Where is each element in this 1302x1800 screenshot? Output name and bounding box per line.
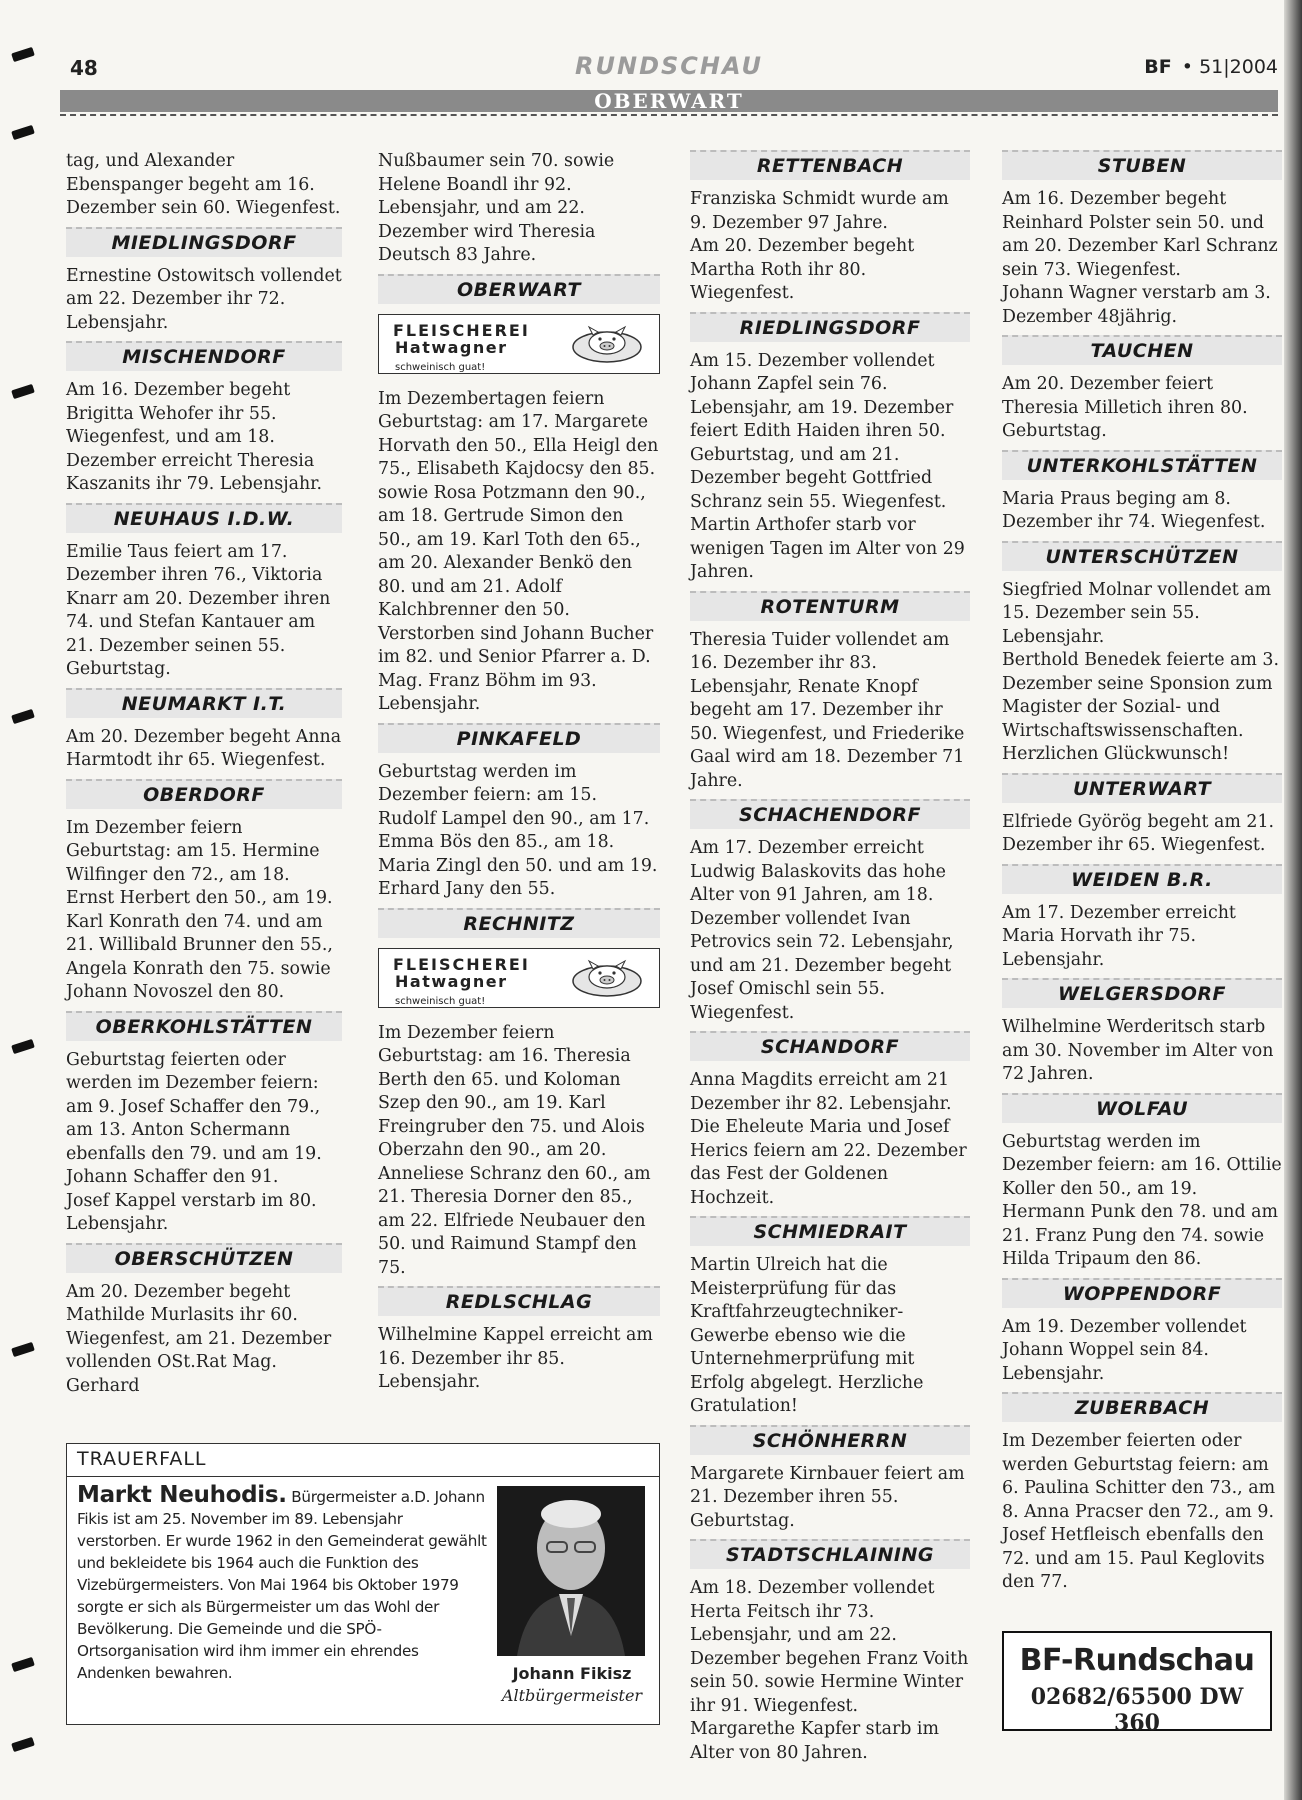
issue-label: [1144, 56, 1278, 78]
heading-pinkafeld: PINKAFELD: [378, 723, 660, 753]
news-item: Theresia Tuider vollendet am 16. Dezember ihr 83. Lebensjahr, Renate Knopf begeht am 17. Dezember ihr 50. Wiegenfest, und Friederike Gaal wird am 18. Dezember 71 Jahre.: [690, 629, 965, 791]
heading-schmiedrait: SCHMIEDRAIT: [690, 1216, 970, 1246]
heading-unterwart: UNTERWART: [1002, 773, 1282, 803]
obituary-place: Markt Neuhodis.: [77, 1482, 287, 1508]
news-item: Maria Praus beging am 8. Dezember ihr 74. Wiegenfest.: [1002, 488, 1266, 532]
news-item: Am 17. Dezember erreicht Maria Horvath ihr 75. Lebensjahr.: [1002, 902, 1236, 970]
ad-slogan: schweinisch guat!: [395, 361, 486, 373]
contact-name: BF-Rundschau: [1019, 1643, 1255, 1678]
news-item: Am 20. Dezember begeht Martha Roth ihr 80. Wiegenfest.: [690, 236, 915, 303]
news-item: Johann Wagner verstarb am 3. Dezember 48jährig.: [1002, 283, 1271, 327]
pig-icon: [569, 323, 645, 365]
heading-unterkohlstaetten: UNTERKOHLSTÄTTEN: [1002, 450, 1282, 480]
news-item: tag, und Alexander Ebenspanger begeht am 16. Dezember sein 60. Wiegenfest.: [66, 151, 341, 218]
heading-redlschlag: REDLSCHLAG: [378, 1286, 660, 1316]
heading-rettenbach: RETTENBACH: [690, 150, 970, 180]
obituary-body: Bürgermeister a.D. Johann Fikis ist am 25. November im 89. Lebensjahr verstorben. Er wurde 1962 in den Gemeinderat gewählt und bekleidete bis 1964 auch die Funktion des Vizebürgermeisters. Von Mai 1964 bis Oktober 1979 sorgte er sich als Bürgermeister um das Wohl der Bevölkerung. Die Gemeinde und die SPÖ-Ortsorganisation wird ihm immer ein ehrendes Andenken bewahren.: [77, 1488, 487, 1682]
news-item: Geburtstag feierten oder werden im Dezember feiern: am 9. Josef Schaffer den 79., am 13. Anton Schermann ebenfalls den 79. und am 19. Johann Schaffer den 91.: [66, 1049, 322, 1187]
scan-edge: [1284, 0, 1302, 1800]
news-item: Im Dezember feiern Geburtstag: am 16. Theresia Berth den 65. und Koloman Szep den 90., am 19. Karl Freingruber den 75. und Alois Oberzahn den 90., am 20. Anneliese Schranz den 60., am 21. Theresia Dorner den 85., am 22. Elfriede Neubauer den 50. und Raimund Stampf den 75.: [378, 1022, 651, 1278]
news-item: Im Dezembertagen feiern Geburtstag: am 17. Margarete Horvath den 50., Ella Heigl den 75., Elisabeth Kajdocsy den 85. sowie Rosa Potzmann den 90., am 18. Gertrude Simon den 50., am 19. Karl Toth den 65., am 20. Alexander Benkö den 80. und am 21. Adolf Kalchbrenner den 50. Verstorben sind Johann Bucher im 82. und Senior Pfarrer a. D. Mag. Franz Böhm im 93. Lebensjahr.: [378, 388, 659, 714]
news-item: Am 18. Dezember vollendet Herta Feitsch ihr 73. Lebensjahr, und am 22. Dezember begehen Franz Voith sein 50. sowie Hermine Winter ihr 91. Wiegenfest.: [690, 1578, 969, 1716]
news-item: Emilie Taus feiert am 17. Dezember ihren 76., Viktoria Knarr am 20. Dezember ihren 74. und Stefan Kantauer am 21. Dezember seinen 55. Geburtstag.: [66, 541, 331, 679]
butcher-ad: [378, 314, 660, 374]
contact-phone: 02682/65500 DW 360: [1030, 1684, 1244, 1736]
news-item: Im Dezember feiern Geburtstag: am 15. Hermine Wilfinger den 72., am 18. Ernst Herbert den 50., am 19. Karl Konrath den 74. und am 21. Willibald Brunner den 55., Angela Konrath den 75. sowie Johann Novoszel den 80.: [66, 817, 333, 1002]
news-item: Berthold Benedek feierte am 3. Dezember seine Sponsion zum Magister der Sozial- und Wirtschaftswissenschaften. Herzlichen Glückwunsch!: [1002, 650, 1280, 764]
heading-stadtschlaining: STADTSCHLAINING: [690, 1539, 970, 1569]
heading-weiden-b-r: WEIDEN B.R.: [1002, 864, 1282, 894]
heading-miedlingsdorf: MIEDLINGSDORF: [66, 227, 342, 257]
issue-number: 51|2004: [1199, 56, 1278, 78]
heading-rotenturm: ROTENTURM: [690, 591, 970, 621]
news-column-1: [66, 150, 342, 1398]
news-item: Martin Arthofer starb vor wenigen Tagen im Alter von 29 Jahren.: [690, 515, 965, 582]
news-item: Geburtstag werden im Dezember feiern: am 15. Rudolf Lampel den 90., am 17. Emma Bös den 85., am 18. Maria Zingl den 50. und am 19. Erhard Jany den 55.: [378, 761, 658, 899]
news-item: Ernestine Ostowitsch vollendet am 22. Dezember ihr 72. Lebensjahr.: [66, 265, 342, 333]
contact-box: [1002, 1631, 1272, 1736]
heading-schandorf: SCHANDORF: [690, 1031, 970, 1061]
news-item: Margarete Kirnbauer feiert am 21. Dezember ihren 55. Geburtstag.: [690, 1463, 965, 1531]
news-item: Am 16. Dezember begeht Reinhard Polster sein 50. und am 20. Dezember Karl Schranz sein 73. Wiegenfest.: [1002, 189, 1278, 280]
news-column-3: [690, 150, 970, 1765]
heading-tauchen: TAUCHEN: [1002, 335, 1282, 365]
news-item: Elfriede Györög begeht am 21. Dezember ihr 65. Wiegenfest.: [1002, 811, 1275, 855]
heading-welgersdorf: WELGERSDORF: [1002, 978, 1282, 1008]
news-item: Am 20. Dezember feiert Theresia Milletich ihren 80. Geburtstag.: [1002, 374, 1248, 441]
obituary-text: [77, 1484, 487, 1684]
ad-line-2: Hatwagner: [395, 337, 508, 357]
portrait-caption-role: Altbürgermeister: [501, 1686, 643, 1705]
heading-oberwart: OBERWART: [378, 274, 660, 304]
news-item: Am 16. Dezember begeht Brigitta Wehofer ihr 55. Wiegenfest, und am 18. Dezember erreicht Theresia Kaszanits ihr 79. Lebensjahr.: [66, 380, 323, 494]
news-item: Am 15. Dezember vollendet Johann Zapfel sein 76. Lebensjahr, am 19. Dezember feiert Edith Haiden ihren 50. Geburtstag, und am 21. Dezember begeht Gottfried Schranz sein 55. Wiegenfest.: [690, 350, 954, 512]
butcher-ad: [378, 948, 660, 1008]
news-item: Wilhelmine Kappel erreicht am 16. Dezember ihr 85. Lebensjahr.: [378, 1325, 653, 1392]
pig-icon: [569, 957, 645, 999]
heading-riedlingsdorf: RIEDLINGSDORF: [690, 312, 970, 342]
section-band: OBERWART: [60, 90, 1278, 112]
news-item: Am 17. Dezember erreicht Ludwig Balaskovits das hohe Alter von 91 Jahren, am 18. Dezember vollendet Ivan Petrovics sein 72. Lebensjahr, und am 21. Dezember begeht Josef Omischl sein 55. Wiegenfest.: [690, 838, 954, 1023]
heading-unterschuetzen: UNTERSCHÜTZEN: [1002, 541, 1282, 571]
heading-stuben: STUBEN: [1002, 150, 1282, 180]
heading-oberkohlstaetten: OBERKOHLSTÄTTEN: [66, 1011, 342, 1041]
news-item: Martin Ulreich hat die Meisterprüfung für das Kraftfahrzeugtechniker-Gewerbe ebenso wie die Unternehmerprüfung mit Erfolg abgelegt. Herzliche Gratulation!: [690, 1255, 924, 1416]
news-column-2: [378, 150, 660, 1395]
news-item: Geburtstag werden im Dezember feiern: am 16. Ottilie Koller den 50., am 19. Hermann Punk den 78. und am 21. Franz Pung den 74. sowie Hilda Tripaum den 86.: [1002, 1131, 1282, 1269]
divider: [67, 1476, 659, 1477]
ad-slogan: schweinisch guat!: [395, 995, 486, 1007]
masthead: [60, 50, 1278, 120]
news-item: Im Dezember feierten oder werden Geburtstag feiern: am 6. Paulina Schitter den 73., am 8. Anna Pracser den 72., am 9. Josef Hetfleisch ebenfalls den 72. und am 15. Paul Keglovits den 77.: [1002, 1431, 1276, 1592]
news-item: Anna Magdits erreicht am 21 Dezember ihr 82. Lebensjahr. Die Eheleute Maria und Josef Herics feiern am 22. Dezember das Fest der Goldenen Hochzeit.: [690, 1070, 967, 1208]
ad-line-1: FLEISCHEREI: [393, 320, 530, 340]
news-item: Margarethe Kapfer starb im Alter von 80 Jahren.: [690, 1719, 939, 1763]
heading-oberschuetzen: OBERSCHÜTZEN: [66, 1243, 342, 1273]
news-item: Wilhelmine Werderitsch starb am 30. November im Alter von 72 Jahren.: [1002, 1017, 1274, 1084]
heading-woppendorf: WOPPENDORF: [1002, 1278, 1282, 1308]
divider: [60, 114, 1278, 116]
heading-neumarkt-i-t: NEUMARKT I.T.: [66, 688, 342, 718]
obituary-heading: TRAUERFALL: [77, 1448, 207, 1470]
publication-title: RUNDSCHAU: [575, 52, 763, 80]
heading-schachendorf: SCHACHENDORF: [690, 799, 970, 829]
heading-schoenherrn: SCHÖNHERRN: [690, 1425, 970, 1455]
heading-wolfau: WOLFAU: [1002, 1093, 1282, 1123]
heading-neuhaus-i-d-w: NEUHAUS I.D.W.: [66, 503, 342, 533]
binder-holes: [0, 0, 50, 1800]
news-column-4: [1002, 150, 1282, 1595]
issue-separator: •: [1181, 56, 1194, 78]
obituary-box: [66, 1443, 660, 1725]
news-item: Am 20. Dezember begeht Anna Harmtodt ihr 65. Wiegenfest.: [66, 726, 342, 770]
portrait-caption-name: Johann Fikisz: [512, 1664, 632, 1683]
heading-zuberbach: ZUBERBACH: [1002, 1392, 1282, 1422]
page-number: 48: [70, 56, 98, 80]
news-item: Am 20. Dezember begeht Mathilde Murlasits ihr 60. Wiegenfest, am 21. Dezember vollenden OSt.Rat Mag. Gerhard: [66, 1281, 332, 1396]
issue-brand: BF: [1144, 56, 1172, 78]
news-item: Josef Kappel verstarb im 80. Lebensjahr.: [66, 1190, 317, 1234]
news-item: Nußbaumer sein 70. sowie Helene Boandl ihr 92. Lebensjahr, und am 22. Dezember wird Theresia Deutsch 83 Jahre.: [378, 151, 615, 265]
news-item: Franziska Schmidt wurde am 9. Dezember 97 Jahre.: [690, 189, 949, 233]
portrait-photo: [497, 1486, 645, 1656]
heading-rechnitz: RECHNITZ: [378, 908, 660, 938]
news-item: Siegfried Molnar vollendet am 15. Dezember sein 55. Lebensjahr.: [1002, 579, 1272, 647]
news-item: Am 19. Dezember vollendet Johann Woppel sein 84. Lebensjahr.: [1002, 1316, 1247, 1384]
heading-oberdorf: OBERDORF: [66, 779, 342, 809]
ad-line-2: Hatwagner: [395, 971, 508, 991]
ad-line-1: FLEISCHEREI: [393, 954, 530, 974]
heading-mischendorf: MISCHENDORF: [66, 341, 342, 371]
